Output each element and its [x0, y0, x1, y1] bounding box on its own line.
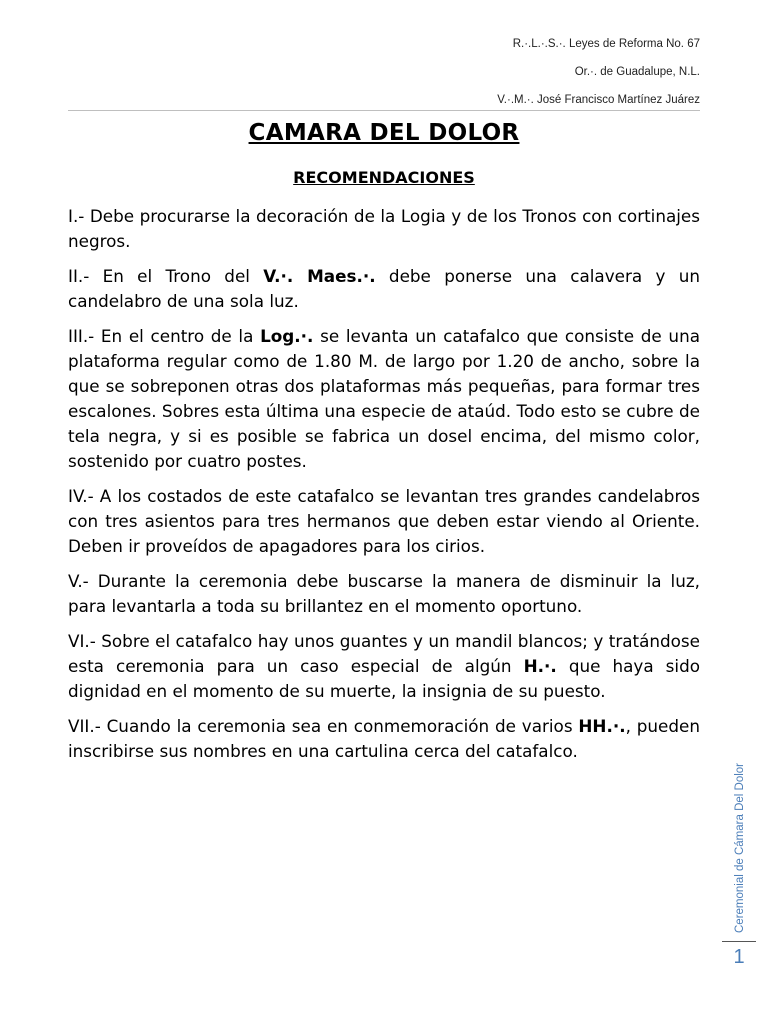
header-master-name: V.·.M.·. José Francisco Martínez Juárez	[497, 94, 700, 106]
paragraph-3-text-a: III.- En el centro de la	[68, 326, 261, 346]
document-body	[68, 204, 700, 774]
paragraph-5: V.- Durante la ceremonia debe buscarse la manera de disminuir la luz, para levantarla a toda su brillantez en el momento oportuno.	[68, 571, 700, 616]
document-header	[68, 30, 700, 114]
paragraph-2-text-c: debe ponerse una calavera y un candelabro de una sola luz.	[68, 266, 701, 311]
paragraph-3-bold: Log.·.	[260, 326, 314, 346]
paragraph-7	[68, 714, 700, 764]
paragraph-2	[68, 264, 700, 314]
paragraph-6	[68, 629, 700, 704]
paragraph-6-text-a: VI.- Sobre el catafalco hay unos guantes y un mandil blancos; y tratándose esta ceremonia para un caso especial de algún	[68, 631, 700, 676]
section-subtitle: RECOMENDACIONES	[293, 168, 475, 187]
paragraph-6-bold: H.·.	[523, 656, 557, 676]
page-number-divider	[722, 941, 756, 942]
paragraph-4: IV.- A los costados de este catafalco se levantan tres grandes candelabros con tres asientos para tres hermanos que deben estar viendo al Oriente. Deben ir proveídos de apagadores para los cirios.	[68, 486, 700, 556]
paragraph-2-text-a: II.- En el Trono del	[68, 266, 264, 286]
paragraph-7-bold: HH.·.	[578, 716, 626, 736]
paragraph-6-text-c: que haya sido dignidad en el momento de su muerte, la insignia de su puesto.	[68, 656, 700, 701]
paragraph-7-text-a: VII.- Cuando la ceremonia sea en conmemoración de varios	[68, 716, 579, 736]
footer-side-label: Ceremonial de Cámara Del Dolor	[734, 762, 746, 934]
header-divider	[68, 110, 700, 111]
paragraph-7-text-c: , pueden inscribirse sus nombres en una cartulina cerca del catafalco.	[68, 716, 700, 761]
header-lodge-name: R.·.L.·.S.·. Leyes de Reforma No. 67	[512, 38, 700, 50]
document-title: CAMARA DEL DOLOR	[248, 120, 520, 146]
page-number: 1	[733, 946, 745, 968]
paragraph-2-bold: V.·. Maes.·.	[263, 266, 376, 286]
paragraph-3	[68, 324, 700, 474]
paragraph-1: I.- Debe procurarse la decoración de la Logia y de los Tronos con cortinajes negros.	[68, 206, 700, 251]
paragraph-3-text-c: se levanta un catafalco que consiste de una plataforma regular como de 1.80 M. de largo por 1.20 de ancho, sobre la que se sobreponen otras dos plataformas más pequeñas, para formar tres escalones. Sobres esta última una especie de ataúd. Todo esto se cubre de tela negra, y si es posible se fabrica un dosel encima, del mismo color, sostenido por cuatro postes.	[68, 326, 700, 471]
header-orient: Or.·. de Guadalupe, N.L.	[574, 66, 700, 78]
